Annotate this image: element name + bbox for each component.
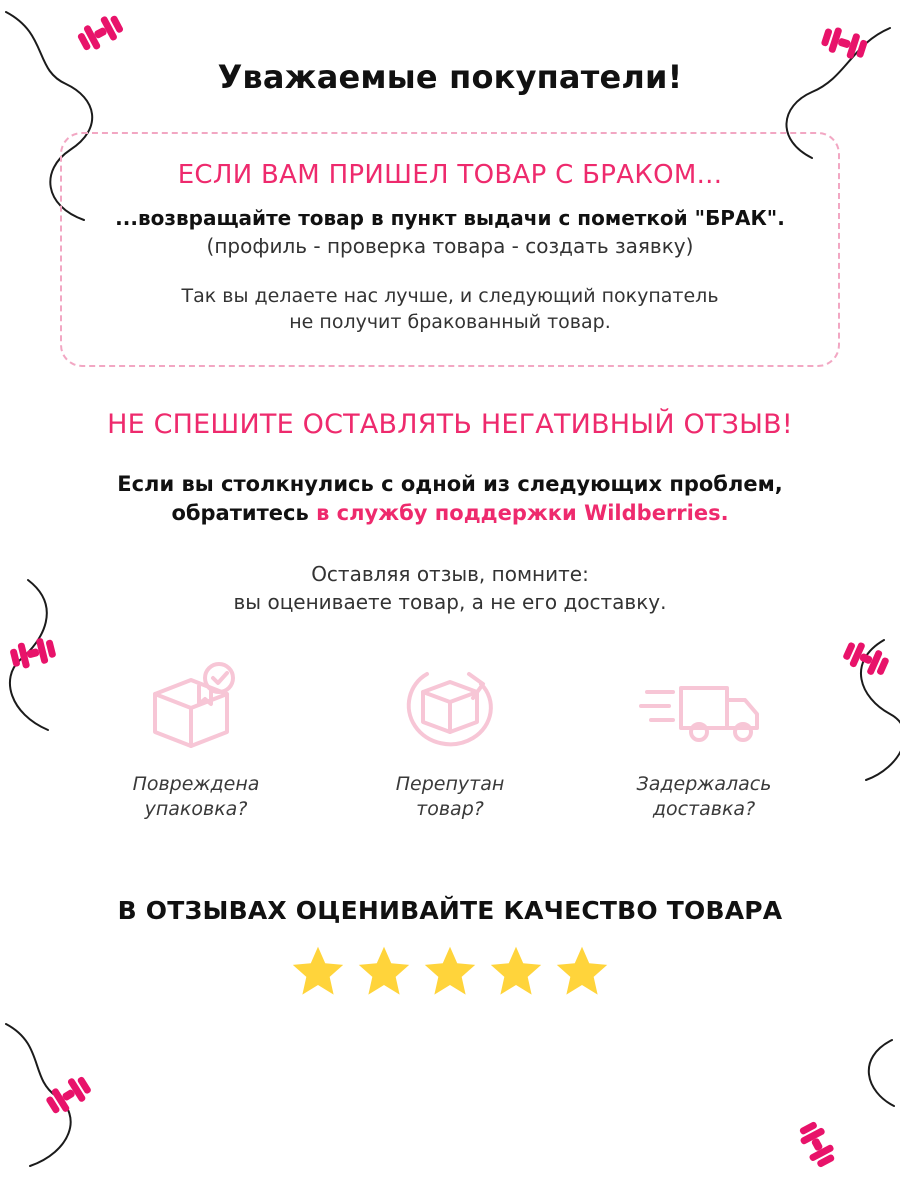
star-icon <box>487 943 545 999</box>
page-title: Уважаемые покупатели! <box>217 58 683 96</box>
delivery-truck-icon <box>639 660 769 752</box>
problem-caption-late-delivery <box>637 772 772 821</box>
caption-line-1: Задержалась <box>636 773 772 796</box>
defect-instruction-path: (профиль - проверка товара - создать заявку) <box>206 234 694 258</box>
defect-instructions-box <box>60 132 840 367</box>
defect-note-line-2: не получит бракованный товар. <box>289 310 611 333</box>
problem-item-damaged-package <box>106 660 286 821</box>
support-instruction-accent: в службу поддержки Wildberries. <box>316 501 729 526</box>
remember-note-line-1: Оставляя отзыв, помните: <box>311 562 589 587</box>
caption-line-2: доставка? <box>652 797 756 820</box>
defect-note-line-1: Так вы делаете нас лучше, и следующий покупатель <box>181 285 719 307</box>
defect-heading: ЕСЛИ ВАМ ПРИШЕЛ ТОВАР С БРАКОМ... <box>177 160 723 190</box>
footer-heading: В ОТЗЫВАХ ОЦЕНИВАЙТЕ КАЧЕСТВО ТОВАРА <box>117 895 783 925</box>
problem-item-late-delivery <box>614 660 794 821</box>
problem-caption-damaged-package <box>133 772 260 821</box>
star-icon <box>553 943 611 999</box>
problem-item-wrong-item <box>360 660 540 821</box>
support-instruction-line-1: Если вы столкнулись с одной из следующих проблем, <box>117 472 783 497</box>
negative-review-heading: НЕ СПЕШИТЕ ОСТАВЛЯТЬ НЕГАТИВНЫЙ ОТЗЫВ! <box>107 409 793 441</box>
star-icon <box>289 943 347 999</box>
caption-line-1: Перепутан <box>395 773 505 796</box>
star-rating <box>60 943 840 999</box>
damaged-box-icon <box>141 660 251 752</box>
remember-note <box>60 560 840 616</box>
caption-line-1: Повреждена <box>132 773 260 796</box>
defect-instruction-primary: ...возвращайте товар в пункт выдачи с пометкой "БРАК". <box>115 206 785 230</box>
problem-caption-wrong-item <box>396 772 505 821</box>
defect-instruction-note <box>88 284 812 335</box>
remember-note-line-2: вы оцениваете товар, а не его доставку. <box>233 590 667 615</box>
support-instruction <box>60 470 840 528</box>
star-icon <box>355 943 413 999</box>
caption-line-2: упаковка? <box>144 797 248 820</box>
problem-icons-row <box>60 660 840 821</box>
caption-line-2: товар? <box>416 797 484 820</box>
support-instruction-prefix: обратитесь <box>171 501 317 526</box>
wrong-item-box-icon <box>395 660 505 752</box>
star-icon <box>421 943 479 999</box>
